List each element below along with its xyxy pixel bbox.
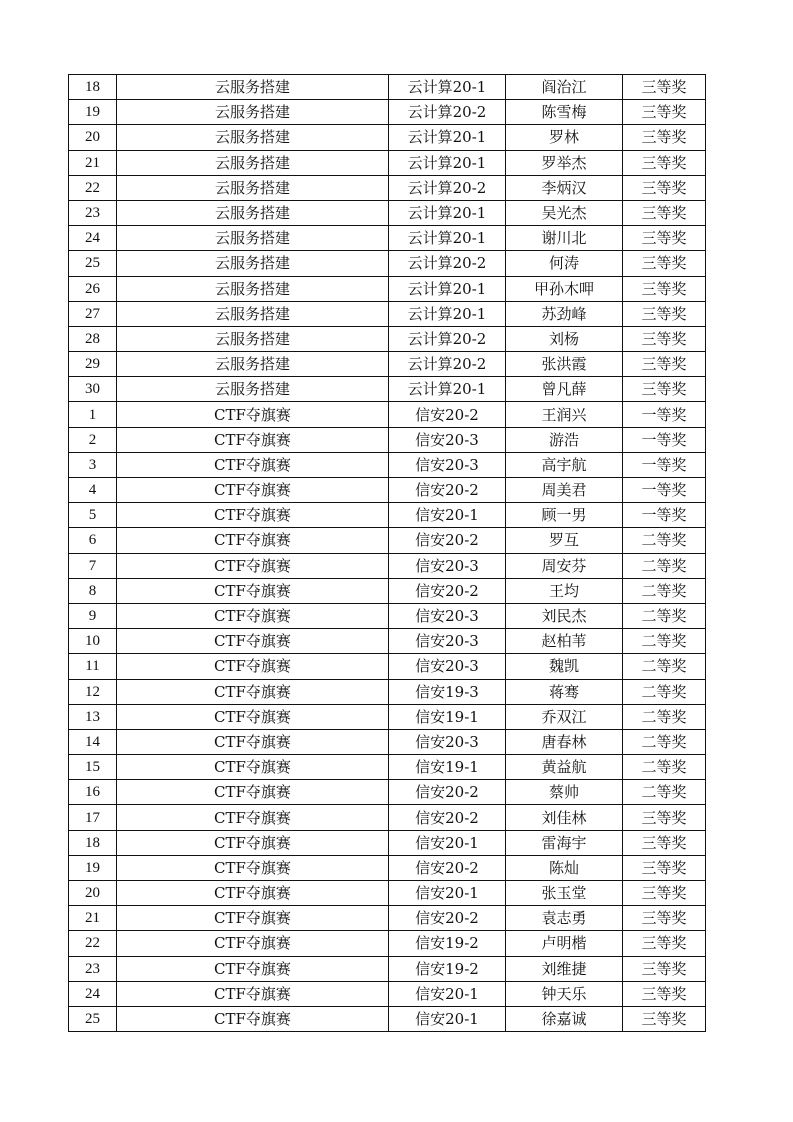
class-name-cell: 信安20-2 <box>389 906 506 931</box>
class-name-cell: 信安20-3 <box>389 729 506 754</box>
table-row <box>69 226 706 251</box>
award-level-cell: 三等奖 <box>623 301 706 326</box>
event-name-cell: CTF夺旗赛 <box>117 578 389 603</box>
row-number-cell: 20 <box>69 881 117 906</box>
student-name-cell: 陈雪梅 <box>506 100 623 125</box>
award-level-cell: 三等奖 <box>623 855 706 880</box>
table-row <box>69 1006 706 1031</box>
table-row <box>69 906 706 931</box>
student-name-cell: 周美君 <box>506 478 623 503</box>
class-name-cell: 信安19-1 <box>389 704 506 729</box>
student-name-cell: 吴光杰 <box>506 200 623 225</box>
table-row <box>69 578 706 603</box>
table-row <box>69 553 706 578</box>
class-name-cell: 信安20-3 <box>389 603 506 628</box>
row-number-cell: 18 <box>69 75 117 100</box>
event-name-cell: CTF夺旗赛 <box>117 704 389 729</box>
class-name-cell: 云计算20-1 <box>389 125 506 150</box>
class-name-cell: 云计算20-2 <box>389 251 506 276</box>
row-number-cell: 30 <box>69 377 117 402</box>
row-number-cell: 14 <box>69 729 117 754</box>
class-name-cell: 信安19-1 <box>389 755 506 780</box>
student-name-cell: 王润兴 <box>506 402 623 427</box>
award-table-body <box>69 75 706 1032</box>
event-name-cell: CTF夺旗赛 <box>117 553 389 578</box>
event-name-cell: CTF夺旗赛 <box>117 654 389 679</box>
class-name-cell: 云计算20-1 <box>389 226 506 251</box>
event-name-cell: CTF夺旗赛 <box>117 755 389 780</box>
row-number-cell: 3 <box>69 452 117 477</box>
student-name-cell: 袁志勇 <box>506 906 623 931</box>
event-name-cell: CTF夺旗赛 <box>117 528 389 553</box>
award-level-cell: 三等奖 <box>623 150 706 175</box>
class-name-cell: 云计算20-1 <box>389 150 506 175</box>
row-number-cell: 10 <box>69 629 117 654</box>
table-row <box>69 679 706 704</box>
row-number-cell: 15 <box>69 755 117 780</box>
row-number-cell: 19 <box>69 100 117 125</box>
class-name-cell: 信安20-2 <box>389 478 506 503</box>
table-row <box>69 427 706 452</box>
award-level-cell: 二等奖 <box>623 780 706 805</box>
event-name-cell: CTF夺旗赛 <box>117 679 389 704</box>
table-row <box>69 352 706 377</box>
row-number-cell: 2 <box>69 427 117 452</box>
student-name-cell: 刘杨 <box>506 326 623 351</box>
row-number-cell: 8 <box>69 578 117 603</box>
event-name-cell: 云服务搭建 <box>117 75 389 100</box>
table-row <box>69 402 706 427</box>
class-name-cell: 信安20-1 <box>389 503 506 528</box>
table-row <box>69 251 706 276</box>
row-number-cell: 23 <box>69 200 117 225</box>
award-level-cell: 三等奖 <box>623 830 706 855</box>
table-row <box>69 881 706 906</box>
class-name-cell: 信安20-2 <box>389 402 506 427</box>
class-name-cell: 信安20-1 <box>389 830 506 855</box>
student-name-cell: 刘佳林 <box>506 805 623 830</box>
row-number-cell: 27 <box>69 301 117 326</box>
event-name-cell: CTF夺旗赛 <box>117 729 389 754</box>
student-name-cell: 王均 <box>506 578 623 603</box>
student-name-cell: 唐春林 <box>506 729 623 754</box>
award-level-cell: 二等奖 <box>623 578 706 603</box>
award-level-cell: 三等奖 <box>623 981 706 1006</box>
row-number-cell: 23 <box>69 956 117 981</box>
class-name-cell: 信安20-3 <box>389 427 506 452</box>
table-row <box>69 150 706 175</box>
class-name-cell: 云计算20-1 <box>389 276 506 301</box>
class-name-cell: 云计算20-1 <box>389 75 506 100</box>
student-name-cell: 刘维捷 <box>506 956 623 981</box>
award-level-cell: 一等奖 <box>623 402 706 427</box>
table-row <box>69 755 706 780</box>
class-name-cell: 云计算20-2 <box>389 175 506 200</box>
row-number-cell: 18 <box>69 830 117 855</box>
class-name-cell: 信安20-2 <box>389 528 506 553</box>
table-row <box>69 326 706 351</box>
class-name-cell: 信安19-2 <box>389 956 506 981</box>
class-name-cell: 信安20-1 <box>389 1006 506 1031</box>
row-number-cell: 21 <box>69 906 117 931</box>
award-level-cell: 三等奖 <box>623 906 706 931</box>
event-name-cell: CTF夺旗赛 <box>117 478 389 503</box>
event-name-cell: CTF夺旗赛 <box>117 805 389 830</box>
row-number-cell: 25 <box>69 251 117 276</box>
award-level-cell: 三等奖 <box>623 75 706 100</box>
award-level-cell: 二等奖 <box>623 679 706 704</box>
award-level-cell: 三等奖 <box>623 326 706 351</box>
row-number-cell: 7 <box>69 553 117 578</box>
class-name-cell: 信安20-3 <box>389 654 506 679</box>
event-name-cell: CTF夺旗赛 <box>117 956 389 981</box>
class-name-cell: 云计算20-2 <box>389 100 506 125</box>
class-name-cell: 信安20-2 <box>389 780 506 805</box>
student-name-cell: 高宇航 <box>506 452 623 477</box>
class-name-cell: 信安20-2 <box>389 578 506 603</box>
row-number-cell: 9 <box>69 603 117 628</box>
table-row <box>69 654 706 679</box>
event-name-cell: 云服务搭建 <box>117 251 389 276</box>
table-row <box>69 503 706 528</box>
award-level-cell: 三等奖 <box>623 125 706 150</box>
event-name-cell: 云服务搭建 <box>117 326 389 351</box>
student-name-cell: 陈灿 <box>506 855 623 880</box>
student-name-cell: 曾凡薛 <box>506 377 623 402</box>
table-row <box>69 704 706 729</box>
class-name-cell: 信安20-1 <box>389 881 506 906</box>
award-level-cell: 二等奖 <box>623 553 706 578</box>
table-row <box>69 729 706 754</box>
row-number-cell: 21 <box>69 150 117 175</box>
row-number-cell: 29 <box>69 352 117 377</box>
table-row <box>69 981 706 1006</box>
award-level-cell: 二等奖 <box>623 755 706 780</box>
student-name-cell: 蔡帅 <box>506 780 623 805</box>
student-name-cell: 游浩 <box>506 427 623 452</box>
award-level-cell: 一等奖 <box>623 427 706 452</box>
table-row <box>69 956 706 981</box>
class-name-cell: 信安20-1 <box>389 981 506 1006</box>
event-name-cell: 云服务搭建 <box>117 150 389 175</box>
class-name-cell: 云计算20-2 <box>389 326 506 351</box>
table-row <box>69 100 706 125</box>
row-number-cell: 16 <box>69 780 117 805</box>
table-row <box>69 830 706 855</box>
table-row <box>69 603 706 628</box>
award-level-cell: 三等奖 <box>623 276 706 301</box>
event-name-cell: CTF夺旗赛 <box>117 452 389 477</box>
class-name-cell: 信安20-2 <box>389 805 506 830</box>
award-level-cell: 一等奖 <box>623 478 706 503</box>
award-level-cell: 二等奖 <box>623 603 706 628</box>
row-number-cell: 5 <box>69 503 117 528</box>
student-name-cell: 卢明楷 <box>506 931 623 956</box>
table-row <box>69 276 706 301</box>
table-row <box>69 478 706 503</box>
event-name-cell: 云服务搭建 <box>117 301 389 326</box>
table-row <box>69 931 706 956</box>
award-level-cell: 二等奖 <box>623 729 706 754</box>
event-name-cell: CTF夺旗赛 <box>117 906 389 931</box>
event-name-cell: CTF夺旗赛 <box>117 830 389 855</box>
row-number-cell: 22 <box>69 931 117 956</box>
award-level-cell: 三等奖 <box>623 200 706 225</box>
award-level-cell: 三等奖 <box>623 956 706 981</box>
event-name-cell: CTF夺旗赛 <box>117 603 389 628</box>
row-number-cell: 4 <box>69 478 117 503</box>
event-name-cell: CTF夺旗赛 <box>117 981 389 1006</box>
award-level-cell: 二等奖 <box>623 528 706 553</box>
award-level-cell: 三等奖 <box>623 805 706 830</box>
row-number-cell: 6 <box>69 528 117 553</box>
award-level-cell: 三等奖 <box>623 881 706 906</box>
award-level-cell: 二等奖 <box>623 629 706 654</box>
event-name-cell: 云服务搭建 <box>117 276 389 301</box>
row-number-cell: 13 <box>69 704 117 729</box>
event-name-cell: 云服务搭建 <box>117 125 389 150</box>
student-name-cell: 徐嘉诚 <box>506 1006 623 1031</box>
student-name-cell: 谢川北 <box>506 226 623 251</box>
award-level-cell: 三等奖 <box>623 175 706 200</box>
table-row <box>69 805 706 830</box>
student-name-cell: 罗互 <box>506 528 623 553</box>
table-row <box>69 301 706 326</box>
table-row <box>69 629 706 654</box>
class-name-cell: 云计算20-2 <box>389 352 506 377</box>
award-level-cell: 三等奖 <box>623 226 706 251</box>
event-name-cell: 云服务搭建 <box>117 100 389 125</box>
row-number-cell: 19 <box>69 855 117 880</box>
event-name-cell: CTF夺旗赛 <box>117 402 389 427</box>
student-name-cell: 罗林 <box>506 125 623 150</box>
student-name-cell: 顾一男 <box>506 503 623 528</box>
award-level-cell: 二等奖 <box>623 704 706 729</box>
student-name-cell: 雷海宇 <box>506 830 623 855</box>
class-name-cell: 信安20-2 <box>389 855 506 880</box>
class-name-cell: 信安20-3 <box>389 629 506 654</box>
event-name-cell: 云服务搭建 <box>117 175 389 200</box>
award-table <box>68 74 706 1032</box>
student-name-cell: 魏凯 <box>506 654 623 679</box>
row-number-cell: 24 <box>69 226 117 251</box>
student-name-cell: 黄益航 <box>506 755 623 780</box>
event-name-cell: CTF夺旗赛 <box>117 629 389 654</box>
row-number-cell: 11 <box>69 654 117 679</box>
student-name-cell: 何涛 <box>506 251 623 276</box>
row-number-cell: 22 <box>69 175 117 200</box>
table-row <box>69 452 706 477</box>
row-number-cell: 1 <box>69 402 117 427</box>
event-name-cell: CTF夺旗赛 <box>117 931 389 956</box>
class-name-cell: 信安20-3 <box>389 553 506 578</box>
event-name-cell: CTF夺旗赛 <box>117 503 389 528</box>
event-name-cell: CTF夺旗赛 <box>117 855 389 880</box>
award-level-cell: 一等奖 <box>623 503 706 528</box>
event-name-cell: CTF夺旗赛 <box>117 780 389 805</box>
student-name-cell: 乔双江 <box>506 704 623 729</box>
student-name-cell: 周安芬 <box>506 553 623 578</box>
table-row <box>69 75 706 100</box>
row-number-cell: 24 <box>69 981 117 1006</box>
table-row <box>69 175 706 200</box>
student-name-cell: 张洪霞 <box>506 352 623 377</box>
table-row <box>69 528 706 553</box>
student-name-cell: 甲孙木呷 <box>506 276 623 301</box>
class-name-cell: 云计算20-1 <box>389 377 506 402</box>
award-level-cell: 二等奖 <box>623 654 706 679</box>
row-number-cell: 26 <box>69 276 117 301</box>
student-name-cell: 蒋骞 <box>506 679 623 704</box>
student-name-cell: 刘民杰 <box>506 603 623 628</box>
class-name-cell: 云计算20-1 <box>389 301 506 326</box>
event-name-cell: CTF夺旗赛 <box>117 1006 389 1031</box>
award-level-cell: 三等奖 <box>623 251 706 276</box>
table-row <box>69 125 706 150</box>
award-level-cell: 三等奖 <box>623 100 706 125</box>
event-name-cell: 云服务搭建 <box>117 226 389 251</box>
table-row <box>69 377 706 402</box>
award-level-cell: 三等奖 <box>623 931 706 956</box>
student-name-cell: 赵柏苇 <box>506 629 623 654</box>
row-number-cell: 12 <box>69 679 117 704</box>
event-name-cell: 云服务搭建 <box>117 200 389 225</box>
table-row <box>69 780 706 805</box>
row-number-cell: 20 <box>69 125 117 150</box>
student-name-cell: 阎治江 <box>506 75 623 100</box>
event-name-cell: CTF夺旗赛 <box>117 427 389 452</box>
class-name-cell: 信安20-3 <box>389 452 506 477</box>
student-name-cell: 苏劲峰 <box>506 301 623 326</box>
award-level-cell: 三等奖 <box>623 1006 706 1031</box>
row-number-cell: 17 <box>69 805 117 830</box>
class-name-cell: 信安19-3 <box>389 679 506 704</box>
class-name-cell: 信安19-2 <box>389 931 506 956</box>
row-number-cell: 25 <box>69 1006 117 1031</box>
student-name-cell: 李炳汉 <box>506 175 623 200</box>
event-name-cell: 云服务搭建 <box>117 377 389 402</box>
event-name-cell: 云服务搭建 <box>117 352 389 377</box>
student-name-cell: 张玉堂 <box>506 881 623 906</box>
student-name-cell: 罗举杰 <box>506 150 623 175</box>
award-level-cell: 三等奖 <box>623 377 706 402</box>
row-number-cell: 28 <box>69 326 117 351</box>
student-name-cell: 钟天乐 <box>506 981 623 1006</box>
table-row <box>69 200 706 225</box>
event-name-cell: CTF夺旗赛 <box>117 881 389 906</box>
award-level-cell: 一等奖 <box>623 452 706 477</box>
table-row <box>69 855 706 880</box>
class-name-cell: 云计算20-1 <box>389 200 506 225</box>
award-level-cell: 三等奖 <box>623 352 706 377</box>
